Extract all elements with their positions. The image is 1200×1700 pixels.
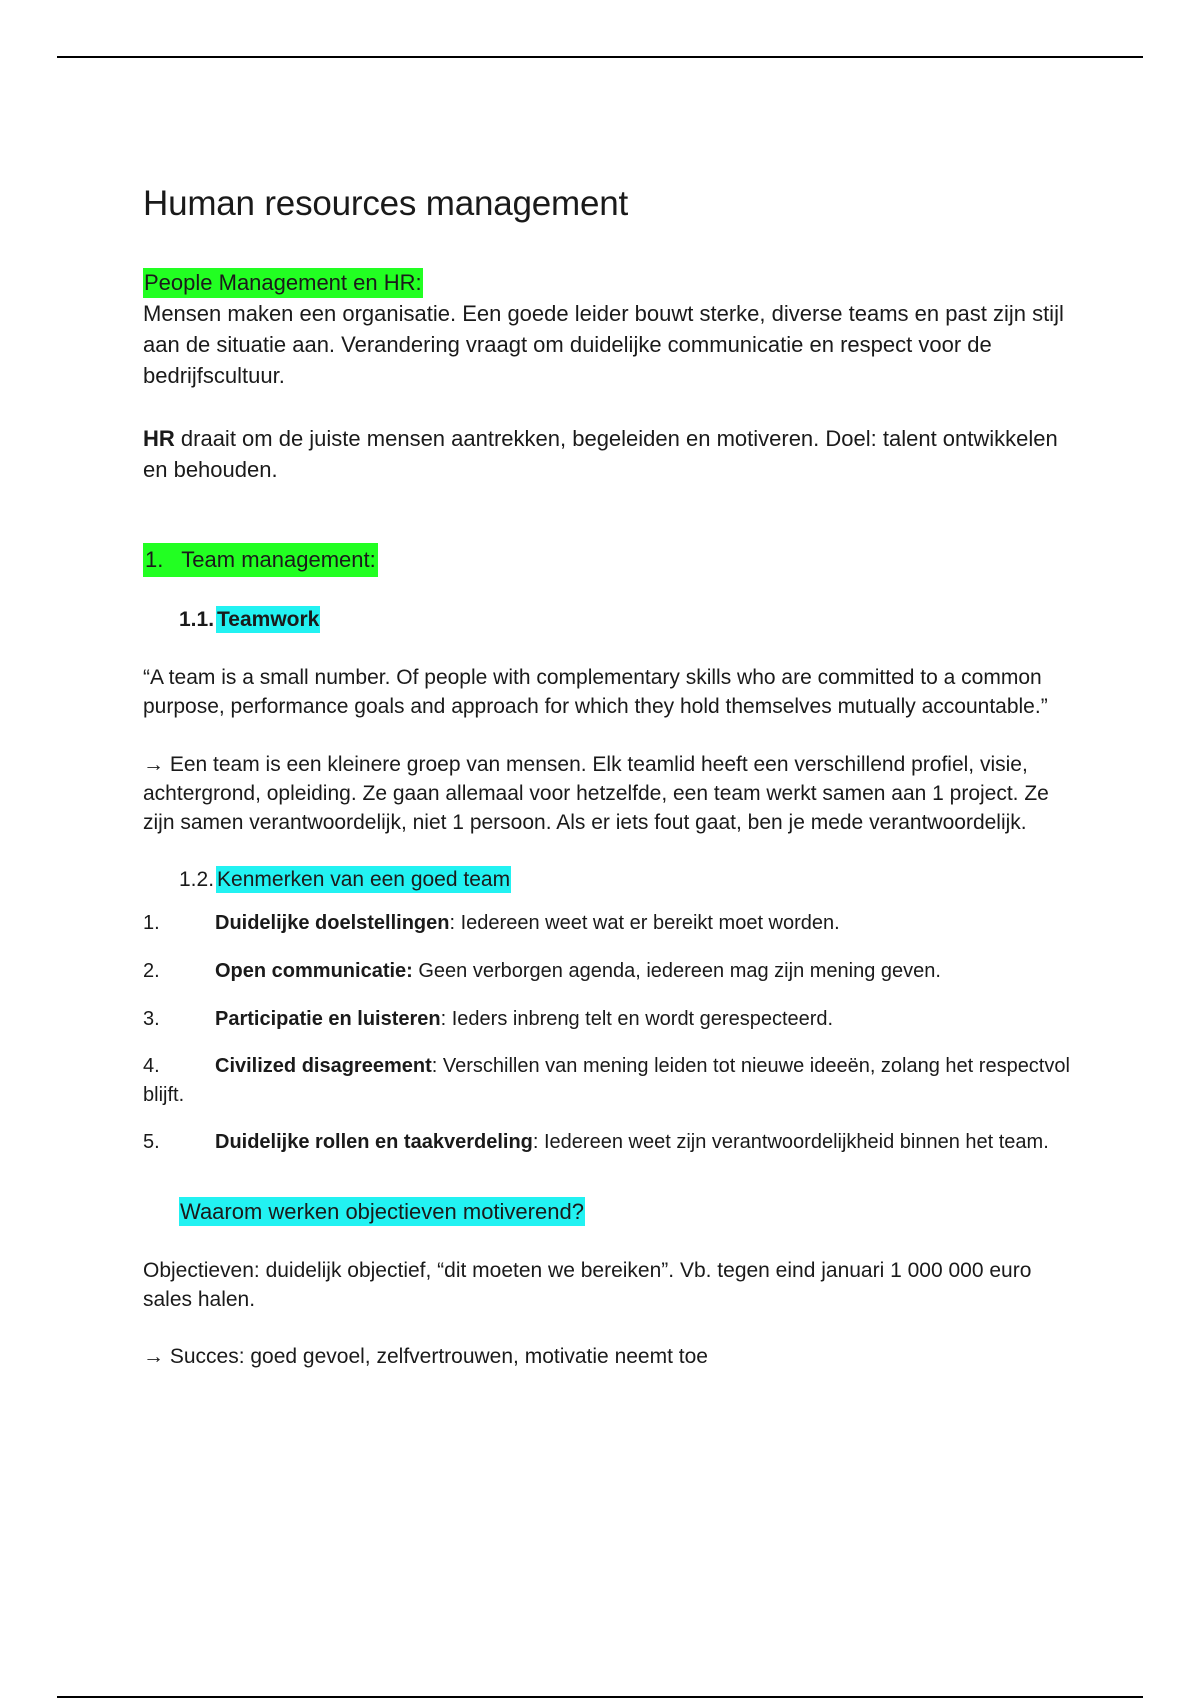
hr-text: draait om de juiste mensen aantrekken, begeleiden en motiveren. Doel: talent ontwikkelen en behouden. xyxy=(143,426,1058,482)
bottom-rule xyxy=(57,1696,1143,1698)
list-item: 2. Open communicatie: Geen verborgen agenda, iedereen mag zijn mening geven. xyxy=(143,960,941,982)
team-quote: “A team is a small number. Of people with complementary skills who are committed to a common purpose, performance goals and approach for which they hold themselves mutually accountable.” xyxy=(143,666,1048,718)
section-heading-team-management: 1. Team management: xyxy=(143,543,378,577)
hr-paragraph xyxy=(143,423,1083,485)
hr-bold: HR xyxy=(143,426,175,451)
subheading-number: 1.2. xyxy=(179,868,215,891)
subheading-number: 1.1. xyxy=(179,608,215,631)
list-item: 4. Civilized disagreement: Verschillen van mening leiden tot nieuwe ideeën, zolang het respectvol blijft. xyxy=(143,1055,1070,1106)
top-rule xyxy=(57,56,1143,58)
kenmerken-list xyxy=(143,909,1083,1157)
objectives-paragraph: Objectieven: duidelijk objectief, “dit moeten we bereiken”. Vb. tegen eind januari 1 000 000 euro sales halen. xyxy=(143,1259,1032,1311)
intro-paragraph: Mensen maken een organisatie. Een goede leider bouwt sterke, diverse teams en past zijn stijl aan de situatie aan. Verandering vraagt om duidelijke communicatie en respect voor de bedrijfscultuur. xyxy=(143,301,1064,388)
intro-label: People Management en HR: xyxy=(143,268,423,298)
objectives-heading-row xyxy=(179,1197,1083,1228)
subheading-teamwork xyxy=(179,605,1083,635)
team-explanation: → Een team is een kleinere groep van mensen. Elk teamlid heeft een verschillend profiel, visie, achtergrond, opleiding. Ze gaan allemaal voor hetzelfde, een team werkt samen aan 1 project. Ze zijn samen verantwoordelijk, niet 1 persoon. Als er iets fout gaat, ben je mede verantwoordelijk. xyxy=(143,753,1049,834)
list-item: 3. Participatie en luisteren: Ieders inbreng telt en wordt gerespecteerd. xyxy=(143,1008,834,1030)
subheading-label: Kenmerken van een goed team xyxy=(217,868,511,891)
page-title: Human resources management xyxy=(143,184,629,223)
document-body xyxy=(143,180,1083,1371)
list-item: 1. Duidelijke doelstellingen: Iedereen weet wat er bereikt moet worden. xyxy=(143,912,840,934)
success-line: → Succes: goed gevoel, zelfvertrouwen, motivatie neemt toe xyxy=(143,1345,708,1368)
subheading-kenmerken xyxy=(179,865,1083,895)
objectives-heading: Waarom werken objectieven motiverend? xyxy=(180,1199,584,1224)
list-item: 5. Duidelijke rollen en taakverdeling: Iedereen weet zijn verantwoordelijkheid binnen het team. xyxy=(143,1131,1049,1153)
subheading-label: Teamwork xyxy=(217,608,320,631)
